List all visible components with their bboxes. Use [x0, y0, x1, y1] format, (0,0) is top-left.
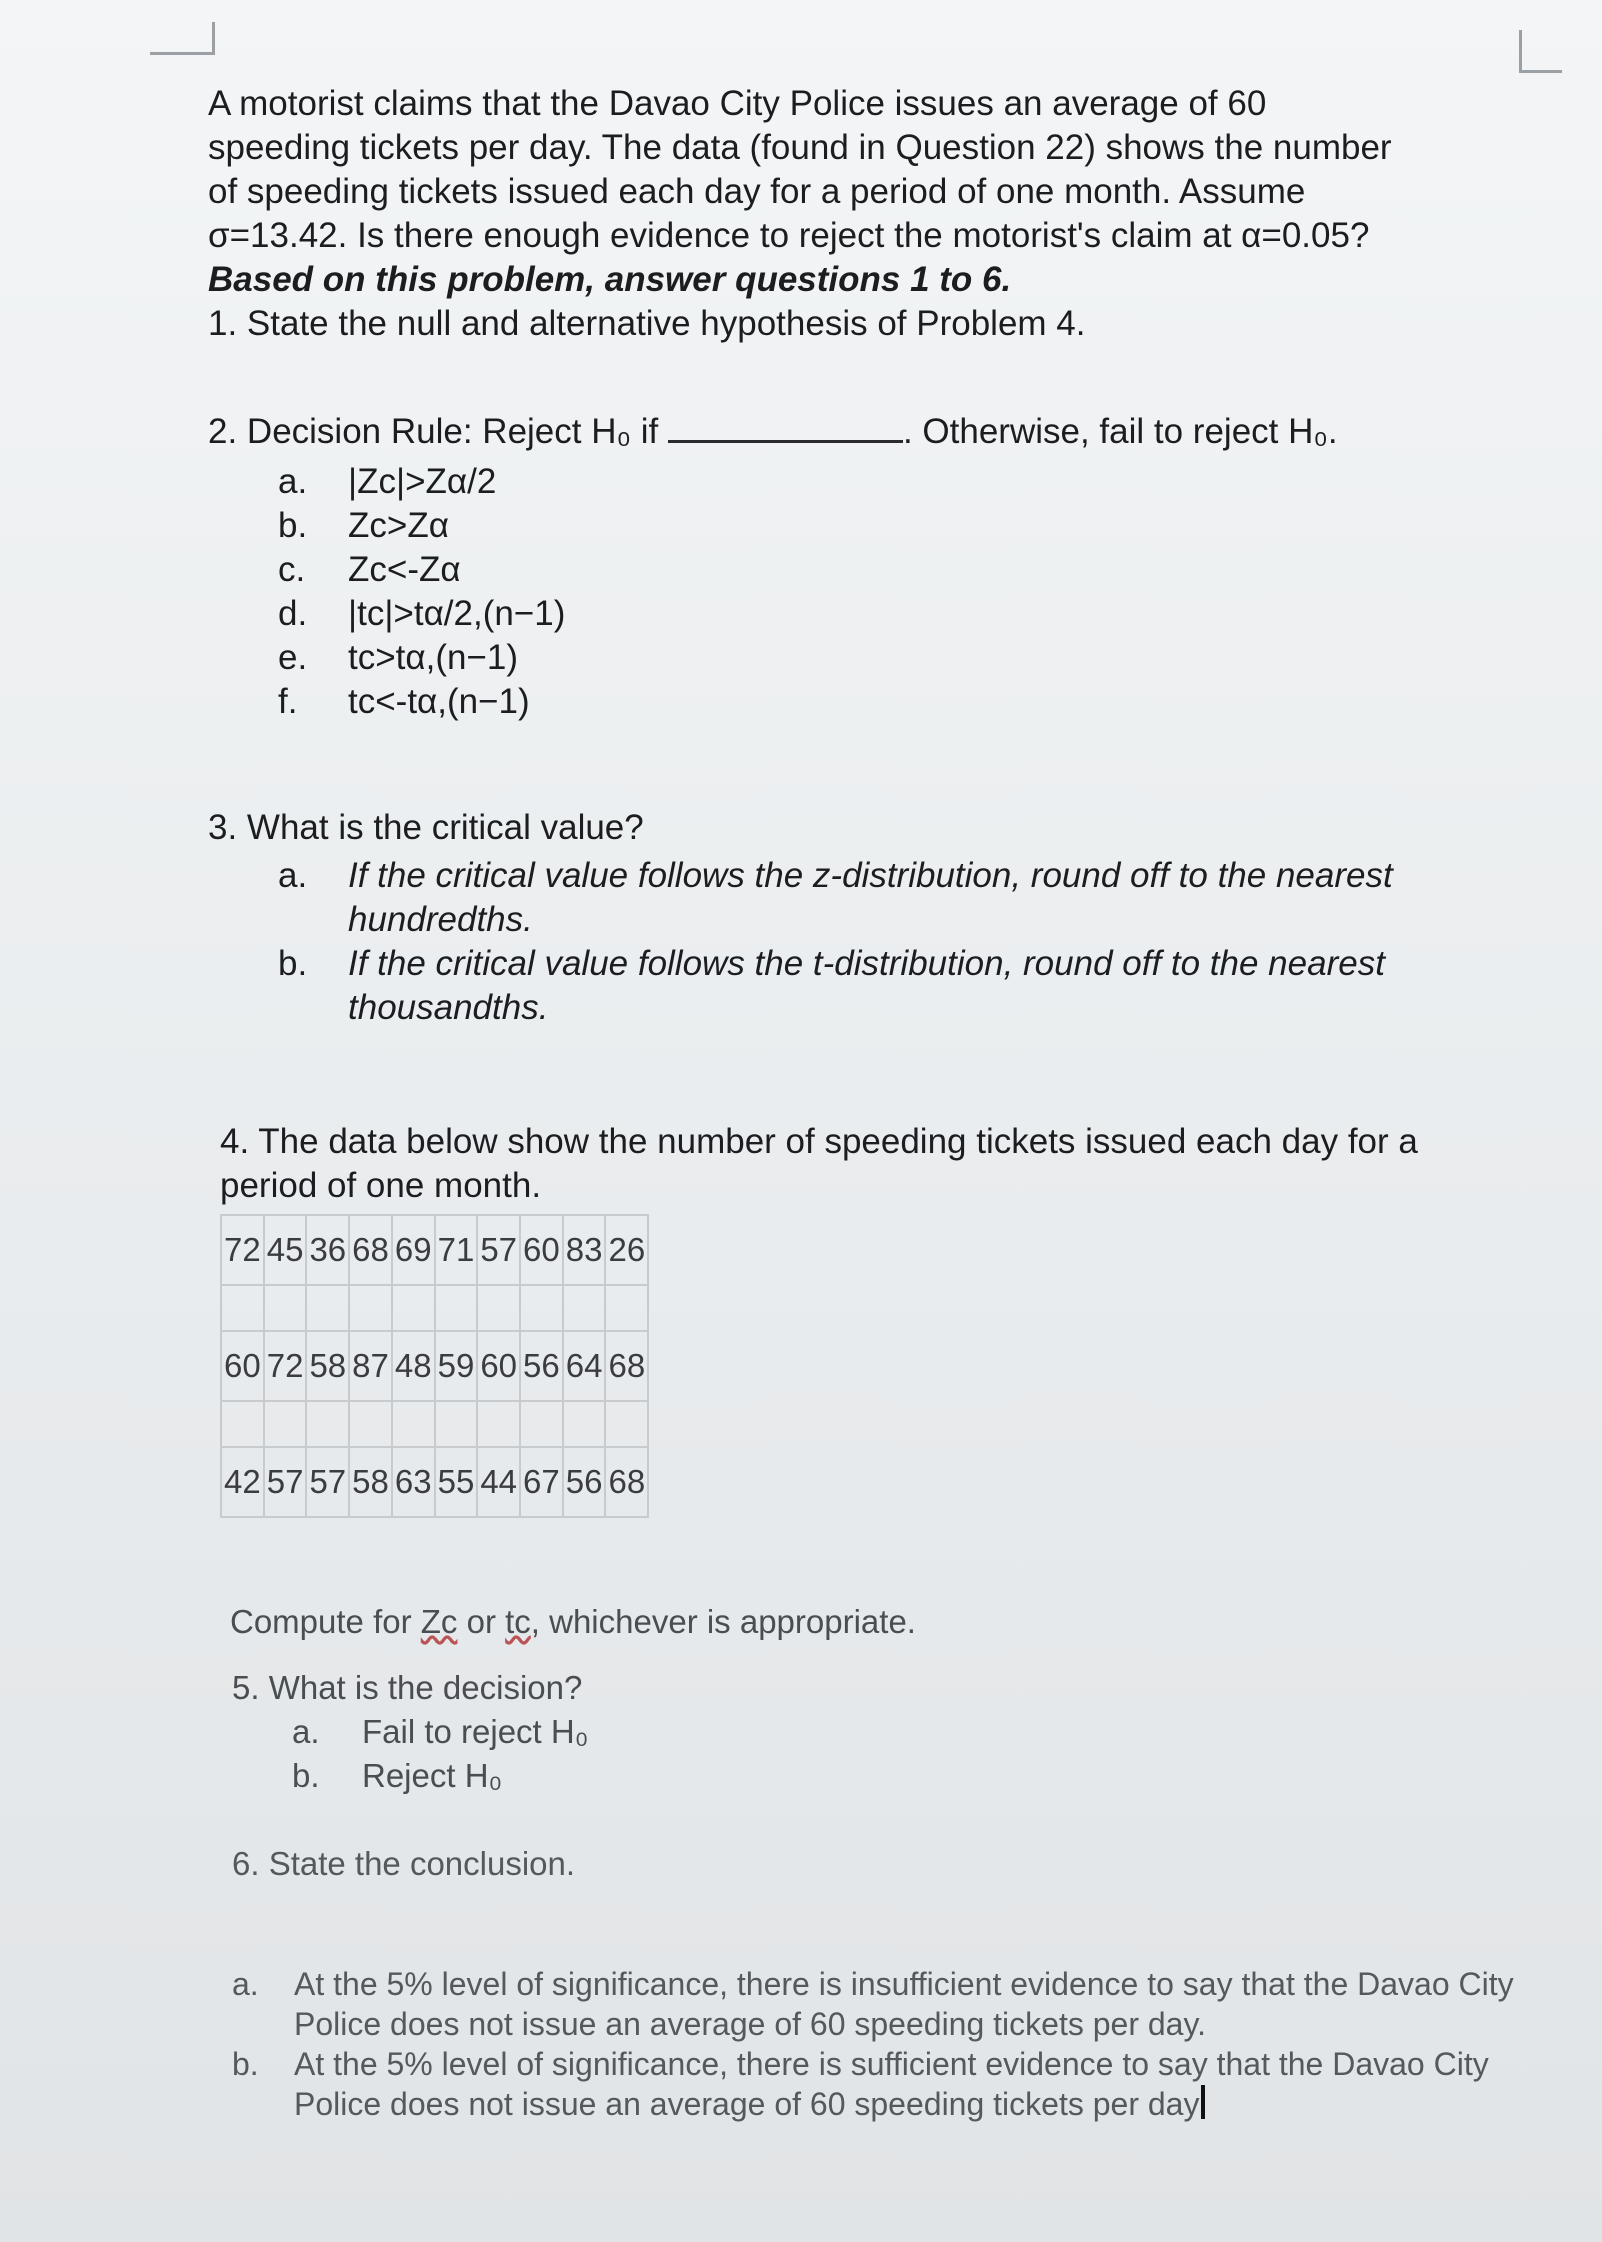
- question-6: [232, 1842, 575, 1886]
- table-spacer-row: [221, 1285, 648, 1331]
- option-letter: a.: [232, 1966, 259, 2002]
- table-cell: 83: [563, 1215, 606, 1285]
- question-2-options: [278, 460, 1538, 724]
- table-cell: 71: [435, 1215, 478, 1285]
- problem-statement: [208, 82, 1538, 346]
- table-cell: 60: [477, 1331, 520, 1401]
- option-a[interactable]: [278, 460, 1538, 504]
- answer-blank[interactable]: [668, 410, 903, 443]
- table-cell: 63: [392, 1447, 435, 1517]
- option-text: Zc<-Zα: [348, 550, 461, 589]
- question-1: 1. State the null and alternative hypothesis of Problem 4.: [208, 304, 1086, 343]
- option-text: If the critical value follows the z-distribution, round off to the nearest hundredths.: [348, 856, 1393, 939]
- option-text: |Zc|>Zα/2: [348, 462, 497, 501]
- option-text: Fail to reject H₀: [362, 1713, 589, 1750]
- compute-prefix: Compute for: [230, 1603, 421, 1640]
- question-5-text: 5. What is the decision?: [232, 1669, 583, 1706]
- question-4-text: 4. The data below show the number of speeding tickets issued each day for a period of one month.: [220, 1122, 1418, 1205]
- table-cell: 57: [264, 1447, 307, 1517]
- option-letter: b.: [232, 2046, 259, 2082]
- table-row: [221, 1215, 648, 1285]
- table-cell: 44: [477, 1447, 520, 1517]
- option-b[interactable]: [278, 504, 1538, 548]
- question-3-text: 3. What is the critical value?: [208, 808, 644, 847]
- option-text: tc>tα,(n−1): [348, 638, 519, 677]
- option-letter: c.: [278, 550, 306, 589]
- question-2-suffix: . Otherwise, fail to reject H₀.: [902, 412, 1338, 451]
- option-e[interactable]: [278, 636, 1538, 680]
- table-cell: 57: [306, 1447, 349, 1517]
- table-cell: 59: [435, 1331, 478, 1401]
- option-a[interactable]: [232, 1964, 1532, 2044]
- option-b: [278, 942, 1538, 1030]
- option-text: |tc|>tα/2,(n−1): [348, 594, 566, 633]
- table-cell: 26: [605, 1215, 648, 1285]
- option-text: At the 5% level of significance, there is sufficient evidence to say that the Davao City Police does not issue an average of 60 speeding tickets per day: [294, 2046, 1489, 2122]
- option-text: Zc>Zα: [348, 506, 449, 545]
- option-text: At the 5% level of significance, there is insufficient evidence to say that the Davao City Police does not issue an average of 60 speeding tickets per day.: [294, 1966, 1514, 2042]
- intro-line: A motorist claims that the Davao City Police issues an average of 60: [208, 84, 1267, 123]
- question-4: [220, 1120, 1520, 1518]
- table-cell: 60: [221, 1331, 264, 1401]
- table-cell: 64: [563, 1331, 606, 1401]
- table-cell: 36: [306, 1215, 349, 1285]
- option-text: Reject H₀: [362, 1757, 503, 1794]
- question-3: [208, 806, 1538, 1030]
- table-cell: 58: [349, 1447, 392, 1517]
- option-b[interactable]: [232, 2044, 1532, 2124]
- table-cell: 56: [520, 1331, 563, 1401]
- table-cell: 48: [392, 1331, 435, 1401]
- conclusion-options: [232, 1964, 1532, 2124]
- question-5: [232, 1666, 588, 1798]
- option-letter: a.: [278, 462, 308, 501]
- table-cell: 45: [264, 1215, 307, 1285]
- table-cell: 68: [605, 1331, 648, 1401]
- option-c[interactable]: [278, 548, 1538, 592]
- table-cell: 87: [349, 1331, 392, 1401]
- option-letter: f.: [278, 682, 298, 721]
- zc-term: Zc: [420, 1603, 458, 1640]
- table-cell: 69: [392, 1215, 435, 1285]
- option-b[interactable]: [292, 1754, 588, 1798]
- option-letter: a.: [278, 856, 308, 895]
- table-cell: 60: [520, 1215, 563, 1285]
- option-a[interactable]: [292, 1710, 588, 1754]
- compute-suffix: , whichever is appropriate.: [530, 1603, 916, 1640]
- table-cell: 58: [306, 1331, 349, 1401]
- option-letter: b.: [278, 506, 308, 545]
- option-letter: b.: [278, 944, 308, 983]
- table-cell: 56: [563, 1447, 606, 1517]
- option-text: If the critical value follows the t-distribution, round off to the nearest thousandths.: [348, 944, 1385, 1027]
- compute-instruction: [230, 1600, 916, 1644]
- intro-line: of speeding tickets issued each day for a period of one month. Assume: [208, 172, 1306, 211]
- table-cell: 55: [435, 1447, 478, 1517]
- table-cell: 68: [605, 1447, 648, 1517]
- question-2: [208, 410, 1538, 724]
- tc-term: tc: [505, 1603, 531, 1640]
- table-cell: 67: [520, 1447, 563, 1517]
- table-cell: 57: [477, 1215, 520, 1285]
- option-a: [278, 854, 1538, 942]
- text-cursor: [1201, 2085, 1205, 2119]
- question-6-text: 6. State the conclusion.: [232, 1845, 576, 1882]
- question-2-text: [208, 410, 1538, 454]
- option-letter: e.: [278, 638, 308, 677]
- conclusion-list: [232, 1964, 1532, 2124]
- option-text: tc<-tα,(n−1): [348, 682, 530, 721]
- table-cell: 72: [221, 1215, 264, 1285]
- option-d[interactable]: [278, 592, 1538, 636]
- intro-line: σ=13.42. Is there enough evidence to reject the motorist's claim at α=0.05?: [208, 216, 1370, 255]
- option-letter: b.: [292, 1757, 320, 1794]
- option-letter: d.: [278, 594, 308, 633]
- instruction-text: Based on this problem, answer questions 1 to 6.: [208, 260, 1012, 299]
- question-2-prefix: 2. Decision Rule: Reject H₀ if: [208, 412, 659, 451]
- table-spacer-row: [221, 1401, 648, 1447]
- option-letter: a.: [292, 1713, 320, 1750]
- option-f[interactable]: [278, 680, 1538, 724]
- table-row: [221, 1331, 648, 1401]
- table-cell: 72: [264, 1331, 307, 1401]
- intro-line: speeding tickets per day. The data (found in Question 22) shows the number: [208, 128, 1392, 167]
- data-table: [220, 1214, 649, 1518]
- table-row: [221, 1447, 648, 1517]
- question-3-options: [278, 854, 1538, 1030]
- table-cell: 42: [221, 1447, 264, 1517]
- question-5-options: [292, 1710, 588, 1798]
- compute-or: or: [457, 1603, 506, 1640]
- table-cell: 68: [349, 1215, 392, 1285]
